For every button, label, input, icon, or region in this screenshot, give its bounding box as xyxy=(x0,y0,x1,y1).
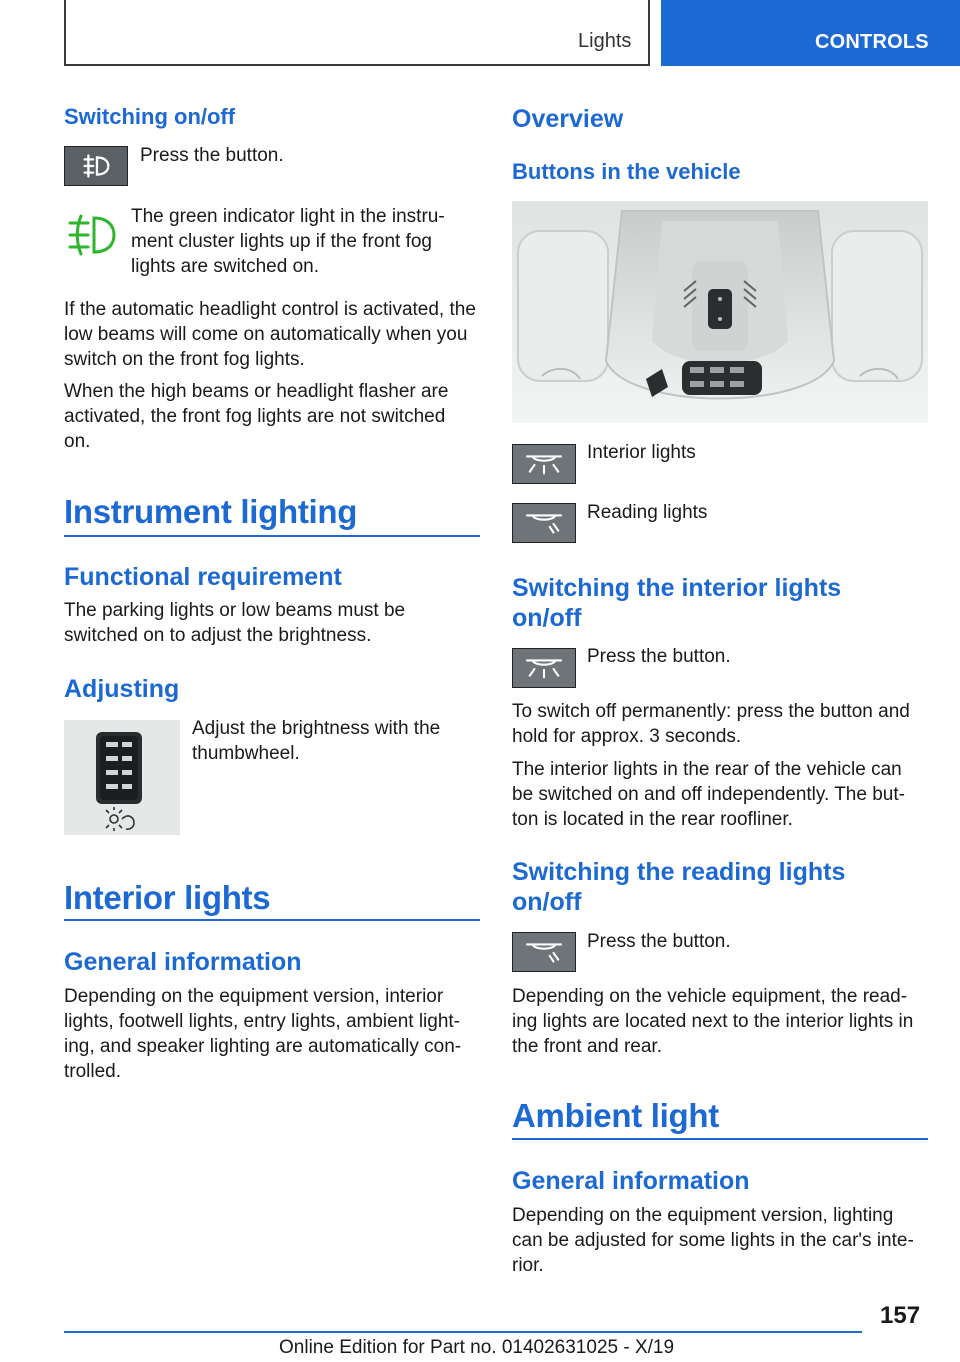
switch-reading-press-text: Press the button. xyxy=(587,931,731,952)
switch-reading-heading-line-1: Switching the reading lights xyxy=(512,858,846,886)
instrument-title-rule xyxy=(64,535,480,537)
page-number: 157 xyxy=(880,1302,921,1329)
ambient-title-rule xyxy=(512,1138,928,1140)
switch-interior-p2-line-1: The interior lights in the rear of the vehicle can xyxy=(512,759,902,780)
general-info-line-3: ing, and speaker lighting are automatically con- xyxy=(64,1036,462,1057)
switch-reading-p1-line-2: ing lights are located next to the interior lights in xyxy=(512,1011,914,1032)
switch-interior-p2-line-2: be switched on and off independently. The but- xyxy=(512,784,905,805)
switch-interior-press-text: Press the button. xyxy=(587,646,731,667)
reading-lights-label: Reading lights xyxy=(587,502,708,523)
switch-reading-p1-line-3: the front and rear. xyxy=(512,1036,662,1057)
roof-console-photo xyxy=(512,201,928,423)
fog-indicator-line-1: The green indicator light in the instru- xyxy=(131,206,445,227)
header-frame xyxy=(64,0,650,66)
functional-requirement-line-2: switched on to adjust the brightness. xyxy=(64,625,372,646)
reading-lights-button-icon xyxy=(512,503,576,543)
switch-interior-p1-line-2: hold for approx. 3 seconds. xyxy=(512,726,742,747)
interior-lights-label: Interior lights xyxy=(587,442,696,463)
interior-lights-title: Interior lights xyxy=(64,879,271,916)
instrument-lighting-title: Instrument lighting xyxy=(64,493,358,530)
footer-edition-text: Online Edition for Part no. 01402631025 - X/19 xyxy=(279,1337,675,1358)
fog-paragraph-2-line-2: activated, the front fog lights are not switched xyxy=(64,406,446,427)
interior-lights-button-icon xyxy=(512,444,576,484)
adjusting-line-2: thumbwheel. xyxy=(192,743,300,764)
fog-light-button-icon xyxy=(64,146,128,186)
switch-reading-heading-line-2: on/off xyxy=(512,888,582,916)
ambient-general-line-2: can be adjusted for some lights in the car's inte- xyxy=(512,1230,914,1251)
switch-interior-p2-line-3: ton is located in the rear roofliner. xyxy=(512,809,793,830)
ambient-general-line-3: rior. xyxy=(512,1255,544,1276)
fog-paragraph-1-line-1: If the automatic headlight control is activated, the xyxy=(64,299,476,320)
interior-title-rule xyxy=(64,919,480,921)
fog-indicator-line-2: ment cluster lights up if the front fog xyxy=(131,231,432,252)
functional-requirement-line-1: The parking lights or low beams must be xyxy=(64,600,406,621)
switch-interior-heading-line-1: Switching the interior lights xyxy=(512,574,842,602)
fog-paragraph-1-line-3: switch on the front fog lights. xyxy=(64,349,305,370)
green-fog-indicator-icon xyxy=(64,210,120,260)
ambient-general-heading: General information xyxy=(512,1167,750,1195)
thumbwheel-photo xyxy=(64,720,180,835)
header-tab-label[interactable]: CONTROLS xyxy=(815,31,929,53)
functional-requirement-heading: Functional requirement xyxy=(64,563,342,591)
fog-indicator-line-3: lights are switched on. xyxy=(131,256,319,277)
interior-lights-button-icon-2 xyxy=(512,648,576,688)
switch-reading-p1-line-1: Depending on the vehicle equipment, the read- xyxy=(512,986,908,1007)
switch-interior-p1-line-1: To switch off permanently: press the button and xyxy=(512,701,910,722)
fog-paragraph-2-line-1: When the high beams or headlight flasher are xyxy=(64,381,449,402)
ambient-general-line-1: Depending on the equipment version, lighting xyxy=(512,1205,894,1226)
adjusting-heading: Adjusting xyxy=(64,675,180,703)
buttons-in-vehicle-heading: Buttons in the vehicle xyxy=(512,159,741,184)
general-information-heading: General information xyxy=(64,948,302,976)
general-info-line-2: lights, footwell lights, entry lights, ambient light- xyxy=(64,1011,461,1032)
header-section-title: Lights xyxy=(578,30,632,52)
footer-rule xyxy=(64,1331,862,1333)
general-info-line-4: trolled. xyxy=(64,1061,122,1082)
fog-press-text: Press the button. xyxy=(140,145,284,166)
fog-heading: Switching on/off xyxy=(64,104,236,129)
ambient-light-title: Ambient light xyxy=(512,1097,719,1134)
general-info-line-1: Depending on the equipment version, interior xyxy=(64,986,444,1007)
fog-paragraph-2-line-3: on. xyxy=(64,431,91,452)
overview-title: Overview xyxy=(512,105,624,133)
adjusting-line-1: Adjust the brightness with the xyxy=(192,718,441,739)
switch-interior-heading-line-2: on/off xyxy=(512,604,582,632)
reading-lights-button-icon-2 xyxy=(512,932,576,972)
fog-paragraph-1-line-2: low beams will come on automatically when you xyxy=(64,324,468,345)
